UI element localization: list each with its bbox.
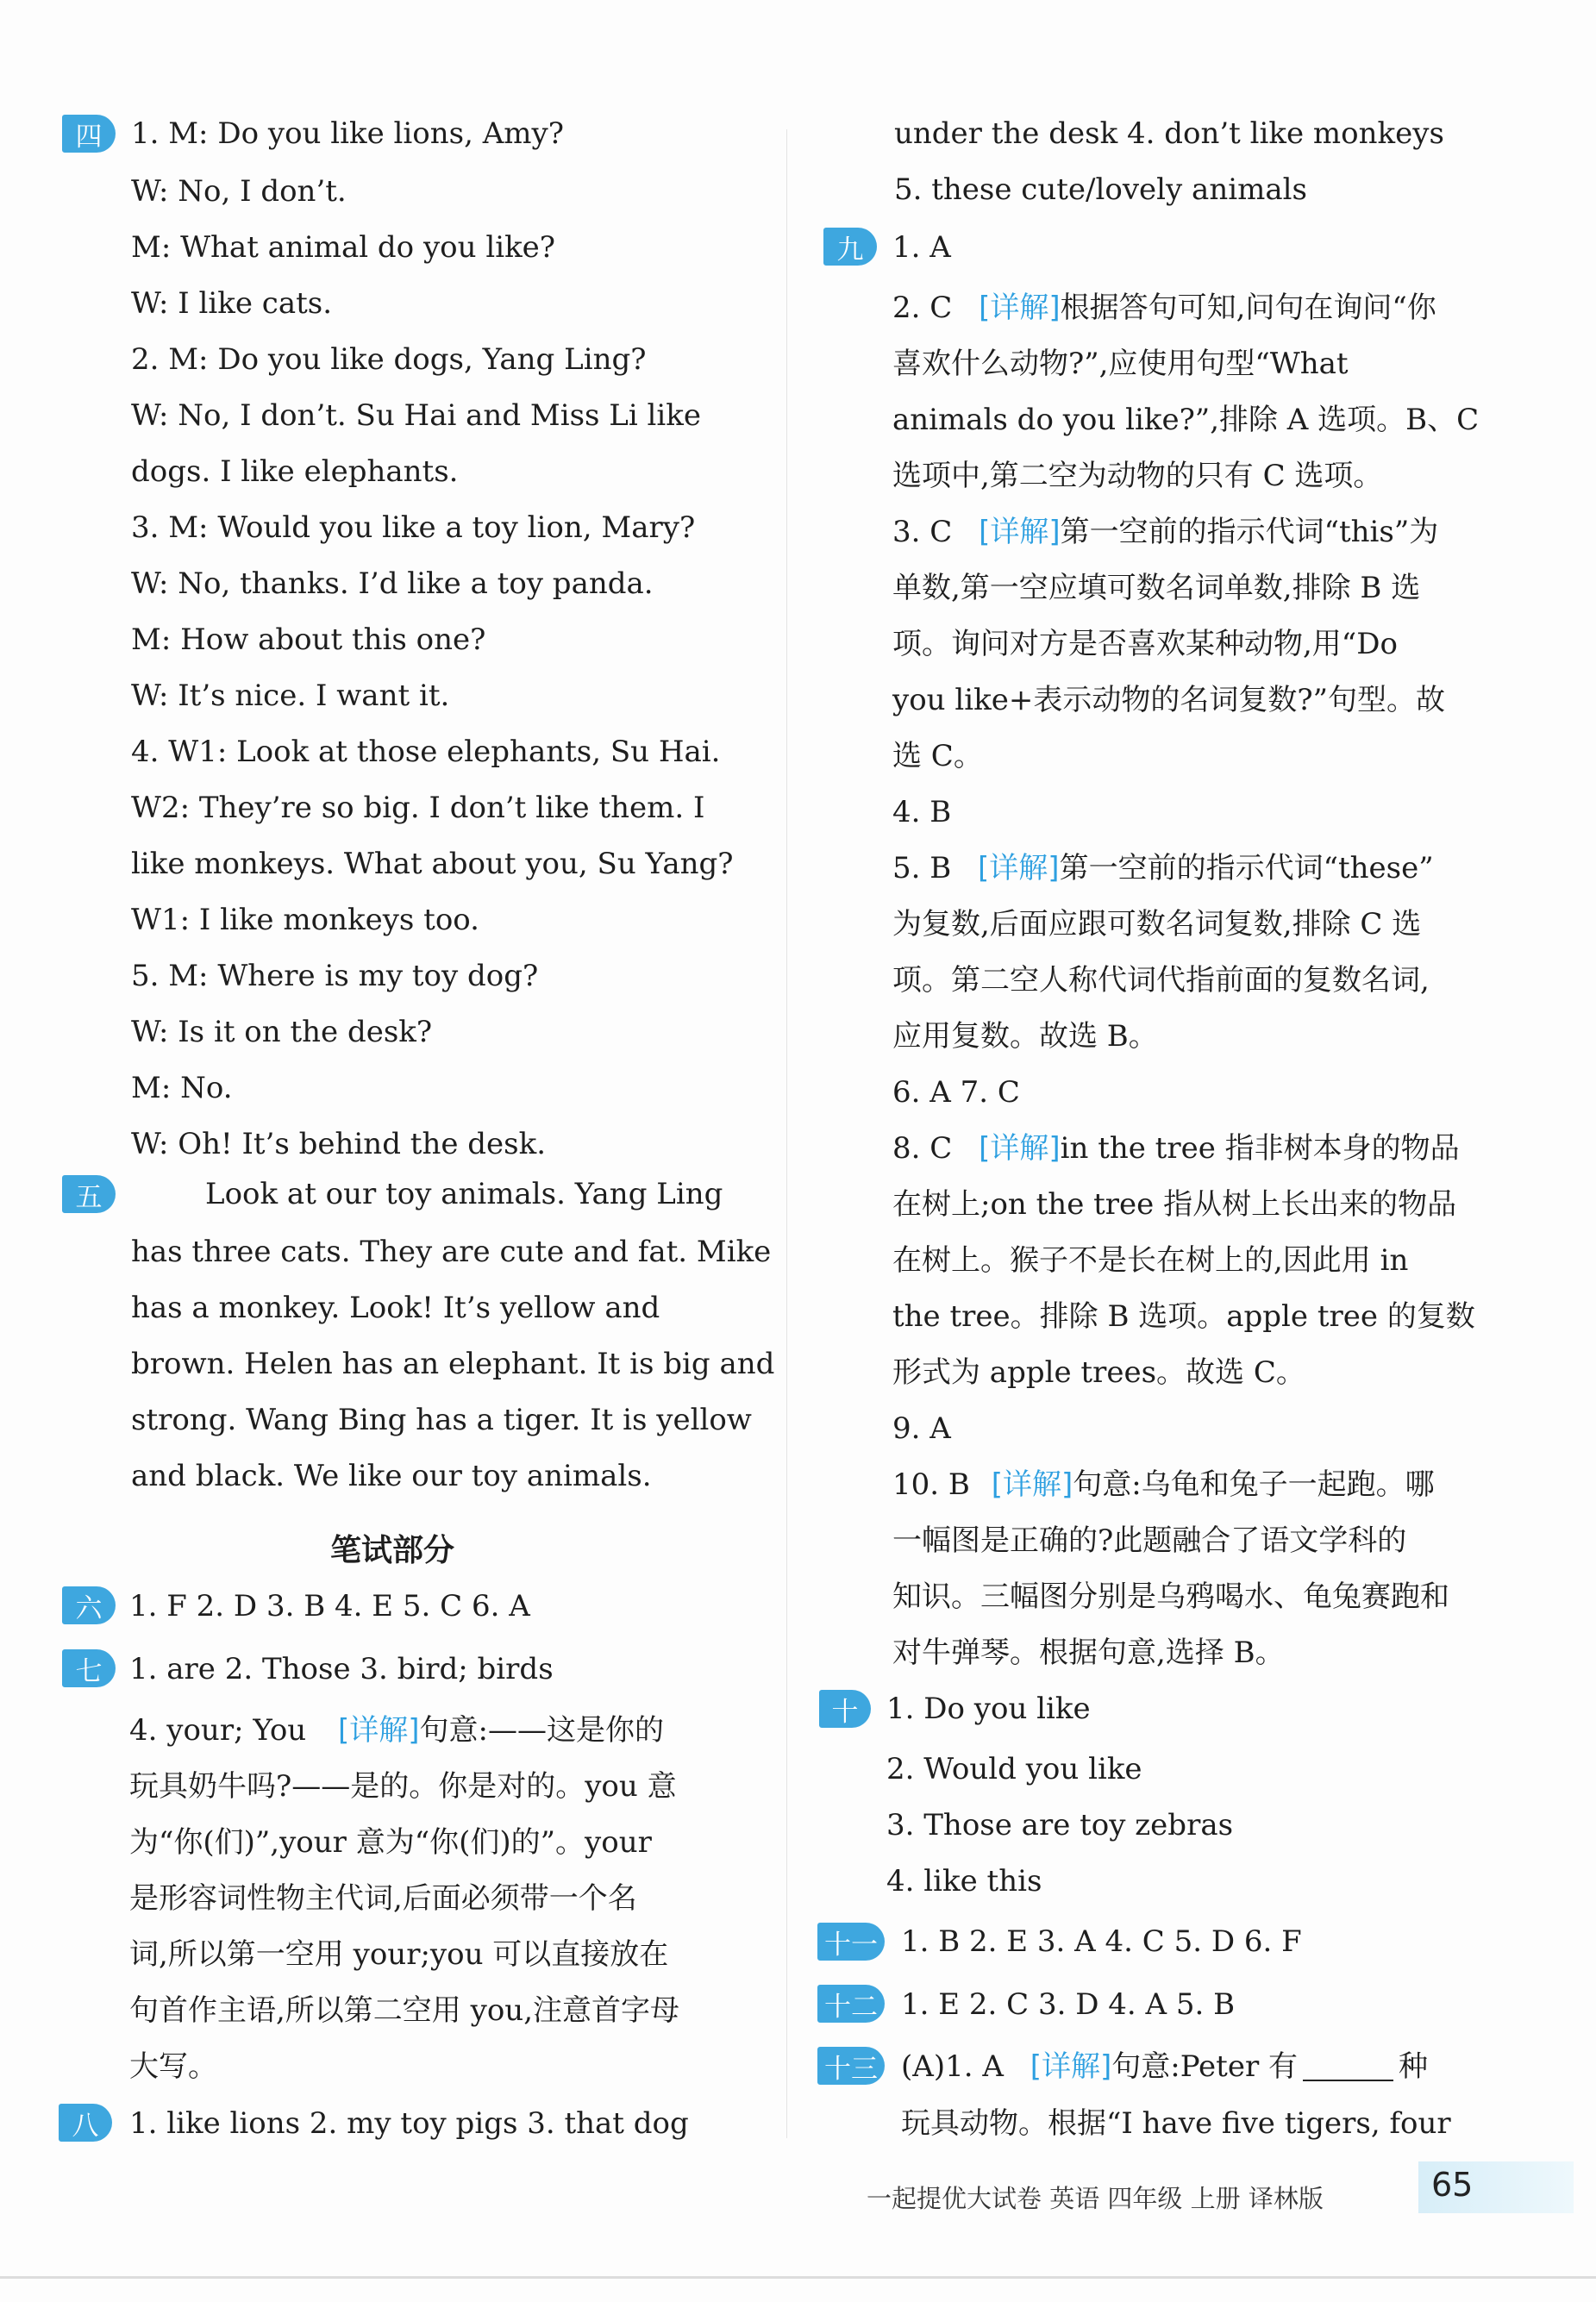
s6-answers: 1. F 2. D 3. B 4. E 5. C 6. A: [129, 1589, 530, 1623]
section-badge-5: 五: [62, 1175, 116, 1213]
detail-tag: [详解]: [978, 851, 1060, 885]
q3-line: 选 C。: [892, 739, 983, 773]
q5-line: 为复数,后面应跟可数名词复数,排除 C 选: [892, 907, 1422, 941]
s4-line: W: No, thanks. I’d like a toy panda.: [131, 566, 654, 601]
s7-q4: [129, 1713, 665, 1748]
q5-detail: 第一空前的指示代词“these”: [1059, 851, 1434, 885]
q10-line: 对牛弹琴。根据句意,选择 B。: [892, 1636, 1285, 1670]
s9-q4: 4. B: [892, 795, 952, 829]
q3-line: 单数,第一空应填可数名词单数,排除 B 选: [892, 571, 1421, 605]
q5-answer: 5. B: [892, 851, 952, 885]
s8-cont-line: under the desk 4. don’t like monkeys: [894, 116, 1444, 151]
s9-q2: [892, 291, 1436, 325]
page-number: 65: [1431, 2166, 1474, 2204]
s11-answers: 1. B 2. E 3. A 4. C 5. D 6. F: [901, 1924, 1302, 1959]
s4-line: W: I like cats.: [131, 286, 333, 321]
section-badge-13: 十三: [817, 2047, 885, 2085]
s13-q1: [901, 2049, 1429, 2084]
s8-cont-line: 5. these cute/lovely animals: [894, 172, 1307, 207]
s10-line: 2. Would you like: [886, 1752, 1142, 1786]
s10-line: 3. Those are toy zebras: [886, 1808, 1234, 1842]
s7-line: 句首作主语,所以第二空用 you,注意首字母: [129, 1993, 679, 2028]
s4-line: 2. M: Do you like dogs, Yang Ling?: [131, 342, 647, 377]
s4-line: M: No.: [131, 1071, 233, 1105]
q8-detail: in the tree 指非树本身的物品: [1060, 1131, 1460, 1166]
q3-line: you like+表示动物的名词复数?”句型。故: [892, 683, 1445, 717]
detail-tag: [详解]: [1030, 2049, 1112, 2084]
q10-line: 知识。三幅图分别是乌鸦喝水、龟兔赛跑和: [892, 1579, 1449, 1614]
answer-blank: [1303, 2055, 1393, 2081]
s9-q1: 1. A: [892, 230, 951, 265]
s5-line: brown. Helen has an elephant. It is big and: [131, 1347, 775, 1381]
s9-q10: [892, 1467, 1435, 1502]
s10-line: 4. like this: [886, 1864, 1042, 1899]
detail-tag: [详解]: [979, 1131, 1061, 1166]
s9-q9: 9. A: [892, 1411, 951, 1446]
q2-line: 选项中,第二空为动物的只有 C 选项。: [892, 459, 1383, 493]
s4-line: 1. M: Do you like lions, Amy?: [131, 116, 564, 151]
s9-q5: [892, 851, 1434, 885]
s7-line: 玩具奶牛吗?——是的。你是对的。you 意: [129, 1769, 677, 1804]
q2-line: animals do you like?”,排除 A 选项。B、C: [892, 403, 1480, 437]
s7-line: 词,所以第一空用 your;you 可以直接放在: [129, 1937, 669, 1972]
section-badge-9: 九: [823, 228, 877, 266]
s5-line: has a monkey. Look! It’s yellow and: [131, 1291, 660, 1325]
section-heading: 笔试部分: [330, 1533, 455, 1568]
q8-line: 在树上。猴子不是长在树上的,因此用 in: [892, 1243, 1409, 1278]
s4-line: dogs. I like elephants.: [131, 454, 459, 489]
q8-line: the tree。排除 B 选项。apple tree 的复数: [892, 1299, 1475, 1334]
q2-detail: 根据答句可知,问句在询问“你: [1060, 291, 1436, 325]
s4-line: W2: They’re so big. I don’t like them. I: [131, 791, 705, 825]
s4-line: W: Oh! It’s behind the desk.: [131, 1127, 547, 1161]
s4-line: M: How about this one?: [131, 622, 486, 657]
s12-answers: 1. E 2. C 3. D 4. A 5. B: [901, 1987, 1236, 2022]
s5-line: strong. Wang Bing has a tiger. It is yellow: [131, 1403, 752, 1437]
s5-line: has three cats. They are cute and fat. Mike: [131, 1235, 772, 1269]
q8-line: 在树上;on the tree 指从树上长出来的物品: [892, 1187, 1457, 1222]
s4-line: W: No, I don’t.: [131, 174, 347, 209]
q5-line: 应用复数。故选 B。: [892, 1019, 1158, 1054]
q10-answer: 10. B: [892, 1467, 970, 1502]
q5-line: 项。第二空人称代词代指前面的复数名词,: [892, 963, 1430, 998]
s7-line: 是形容词性物主代词,后面必须带一个名: [129, 1881, 637, 1916]
section-badge-10: 十: [819, 1690, 871, 1728]
s7-q4-detail: 句意:——这是你的: [419, 1713, 665, 1748]
s7-answers: 1. are 2. Those 3. bird; birds: [129, 1652, 554, 1686]
q8-answer: 8. C: [892, 1131, 953, 1166]
s8-answers: 1. like lions 2. my toy pigs 3. that dog: [129, 2106, 689, 2141]
s7-line: 为“你(们)”,your 意为“你(们)的”。your: [129, 1825, 652, 1860]
s4-line: 3. M: Would you like a toy lion, Mary?: [131, 510, 696, 545]
s4-line: W: Is it on the desk?: [131, 1015, 433, 1049]
q8-line: 形式为 apple trees。故选 C。: [892, 1355, 1305, 1390]
s13-answer: (A)1. A: [901, 2049, 1004, 2084]
detail-tag: [详解]: [979, 291, 1061, 325]
s4-line: like monkeys. What about you, Su Yang?: [131, 847, 734, 881]
s4-line: 5. M: Where is my toy dog?: [131, 959, 539, 993]
s7-q4-answer: 4. your; You: [129, 1713, 307, 1748]
s4-line: 4. W1: Look at those elephants, Su Hai.: [131, 735, 721, 769]
s4-line: W: No, I don’t. Su Hai and Miss Li like: [131, 398, 702, 433]
section-badge-11: 十一: [817, 1923, 885, 1961]
s5-line: and black. We like our toy animals.: [131, 1459, 652, 1493]
detail-tag: [详解]: [991, 1467, 1073, 1502]
q2-line: 喜欢什么动物?”,应使用句型“What: [892, 347, 1349, 381]
q3-answer: 3. C: [892, 515, 953, 549]
s4-line: W: It’s nice. I want it.: [131, 679, 450, 713]
s7-line: 大写。: [129, 2049, 217, 2084]
s5-line: Look at our toy animals. Yang Ling: [205, 1177, 723, 1211]
section-badge-8: 八: [59, 2104, 112, 2142]
s9-q3: [892, 517, 1438, 547]
column-divider: [786, 129, 787, 2138]
s9-q8: [892, 1131, 1460, 1166]
q10-detail: 句意:乌龟和兔子一起跑。哪: [1073, 1467, 1435, 1502]
section-badge-12: 十二: [817, 1985, 885, 2023]
section-badge-6: 六: [62, 1586, 116, 1624]
q3-line: 项。询问对方是否喜欢某种动物,用“Do: [892, 627, 1398, 661]
q2-answer: 2. C: [892, 291, 953, 325]
s13-line: 玩具动物。根据“I have five tigers, four: [901, 2106, 1451, 2141]
s13-detail-end: 种: [1399, 2049, 1429, 2084]
s4-line: W1: I like monkeys too.: [131, 903, 479, 937]
s4-line: M: What animal do you like?: [131, 230, 556, 265]
q3-detail: 第一空前的指示代词“this”为: [1060, 515, 1439, 549]
s13-detail: 句意:Peter 有: [1111, 2049, 1299, 2084]
q10-line: 一幅图是正确的?此题融合了语文学科的: [892, 1523, 1407, 1558]
section-badge-7: 七: [62, 1649, 116, 1687]
s10-line: 1. Do you like: [886, 1692, 1091, 1726]
detail-tag: [详解]: [338, 1713, 420, 1748]
section-badge-4: 四: [62, 115, 116, 153]
footer-book-title: 一起提优大试卷 英语 四年级 上册 译林版: [867, 2184, 1324, 2213]
bottom-rule: [0, 2276, 1596, 2279]
detail-tag: [详解]: [979, 515, 1061, 549]
s9-q6-q7: 6. A 7. C: [892, 1075, 1020, 1110]
